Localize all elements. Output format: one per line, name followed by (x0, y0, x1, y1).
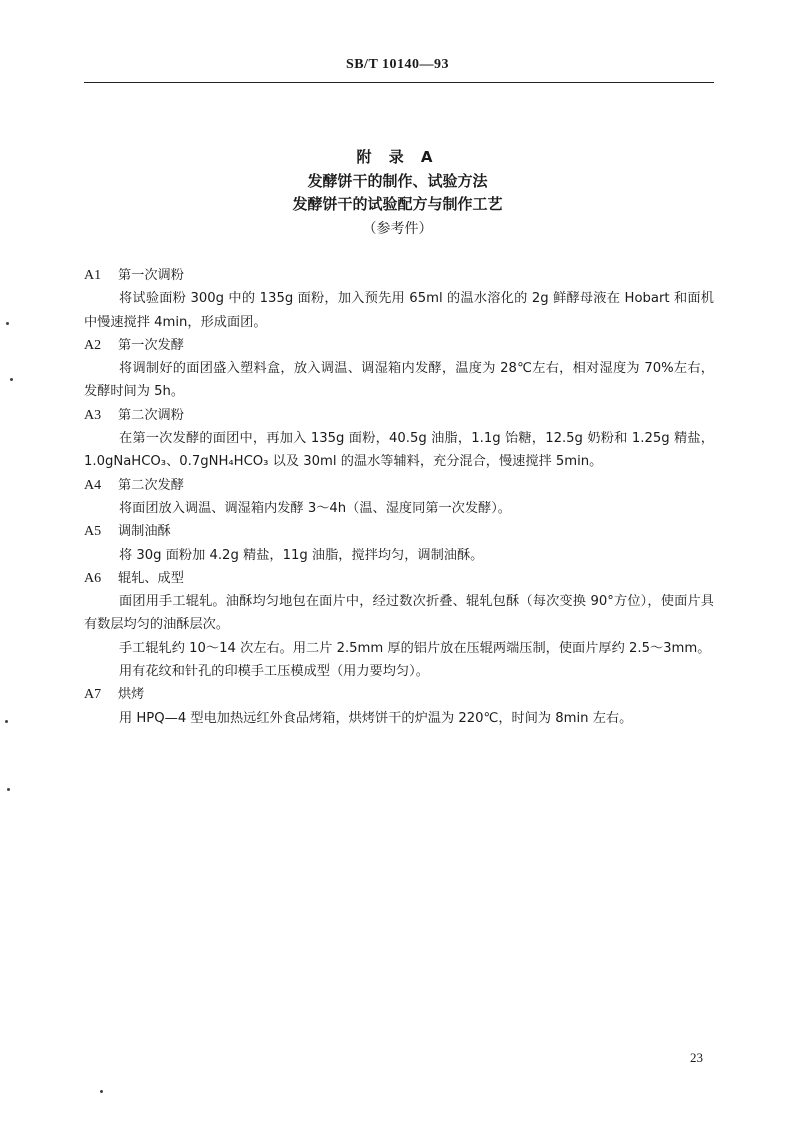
section-heading-a5 (84, 520, 714, 543)
section-heading-a7 (84, 683, 714, 706)
section-paragraph: 手工辊轧约 10～14 次左右。用二片 2.5mm 厚的铝片放在压辊两端压制，使面片厚约 2.5～3mm。 (119, 640, 711, 656)
section-paragraph: 将调制好的面团盛入塑料盒，放入调温、调湿箱内发酵，温度为 28℃左右，相对湿度为 70%左右，发酵时间为 5h。 (84, 361, 714, 400)
scan-speck (100, 1090, 103, 1093)
scan-speck (7, 788, 10, 791)
section-heading-a2 (84, 334, 714, 357)
section-paragraph: 用有花纹和针孔的印模手工压模成型（用力要均匀）。 (119, 664, 429, 680)
document-body (84, 264, 714, 730)
section-number: A3 (84, 407, 102, 423)
section-title: 第二次发酵 (118, 477, 184, 493)
section-heading-a3 (84, 404, 714, 427)
section-paragraph: 将 30g 面粉加 4.2g 精盐，11g 油脂，搅拌均匀，调制油酥。 (119, 547, 484, 563)
section-number: A1 (84, 268, 102, 283)
document-title-line-2: 发酵饼干的试验配方与制作工艺 (292, 195, 503, 213)
section-title: 烘烤 (118, 687, 145, 703)
section-paragraph: 将面团放入调温、调湿箱内发酵 3～4h（温、湿度同第一次发酵）。 (119, 500, 511, 516)
section-heading-a4 (84, 474, 714, 497)
scan-speck (5, 720, 8, 723)
section-paragraph: 在第一次发酵的面团中，再加入 135g 面粉，40.5g 油脂，1.1g 饴糖，12.5g 奶粉和 1.25g 精盐，1.0gNaHCO₃、0.7gNH₄HCO₃ 以及 30ml 的温水等辅料，充分混合，慢速搅拌 5min。 (84, 431, 714, 470)
reference-annotation: （参考件） (362, 221, 433, 237)
section-paragraph: 用 HPQ—4 型电加热远红外食品烤箱，烘烤饼干的炉温为 220℃，时间为 8min 左右。 (119, 710, 633, 726)
section-heading-a1 (84, 264, 714, 287)
section-number: A5 (84, 524, 102, 540)
section-number: A4 (84, 477, 102, 493)
scan-speck (6, 322, 9, 325)
section-title: 第一次发酵 (118, 337, 184, 353)
section-number: A7 (84, 687, 102, 703)
section-title: 辊轧、成型 (118, 570, 184, 586)
section-title: 第一次调粉 (118, 268, 184, 283)
section-title: 第二次调粉 (118, 407, 184, 423)
standard-code: SB/T 10140—93 (345, 57, 450, 72)
section-number: A6 (84, 570, 102, 586)
section-paragraph: 将试验面粉 300g 中的 135g 面粉，加入预先用 65ml 的温水溶化的 2g 鲜酵母液在 Hobart 和面机中慢速搅拌 4min，形成面团。 (84, 291, 714, 330)
document-title-line-1: 发酵饼干的制作、试验方法 (307, 172, 488, 190)
appendix-title: 附 录 A (356, 148, 439, 166)
section-title: 调制油酥 (118, 524, 171, 540)
section-number: A2 (84, 337, 102, 353)
header-divider (84, 82, 714, 83)
page-number: 23 (690, 1050, 703, 1065)
section-heading-a6 (84, 567, 714, 590)
section-paragraph: 面团用手工辊轧。油酥均匀地包在面片中，经过数次折叠、辊轧包酥（每次变换 90°方位），使面片具有数层均匀的油酥层次。 (84, 594, 714, 633)
scan-speck (10, 378, 13, 381)
